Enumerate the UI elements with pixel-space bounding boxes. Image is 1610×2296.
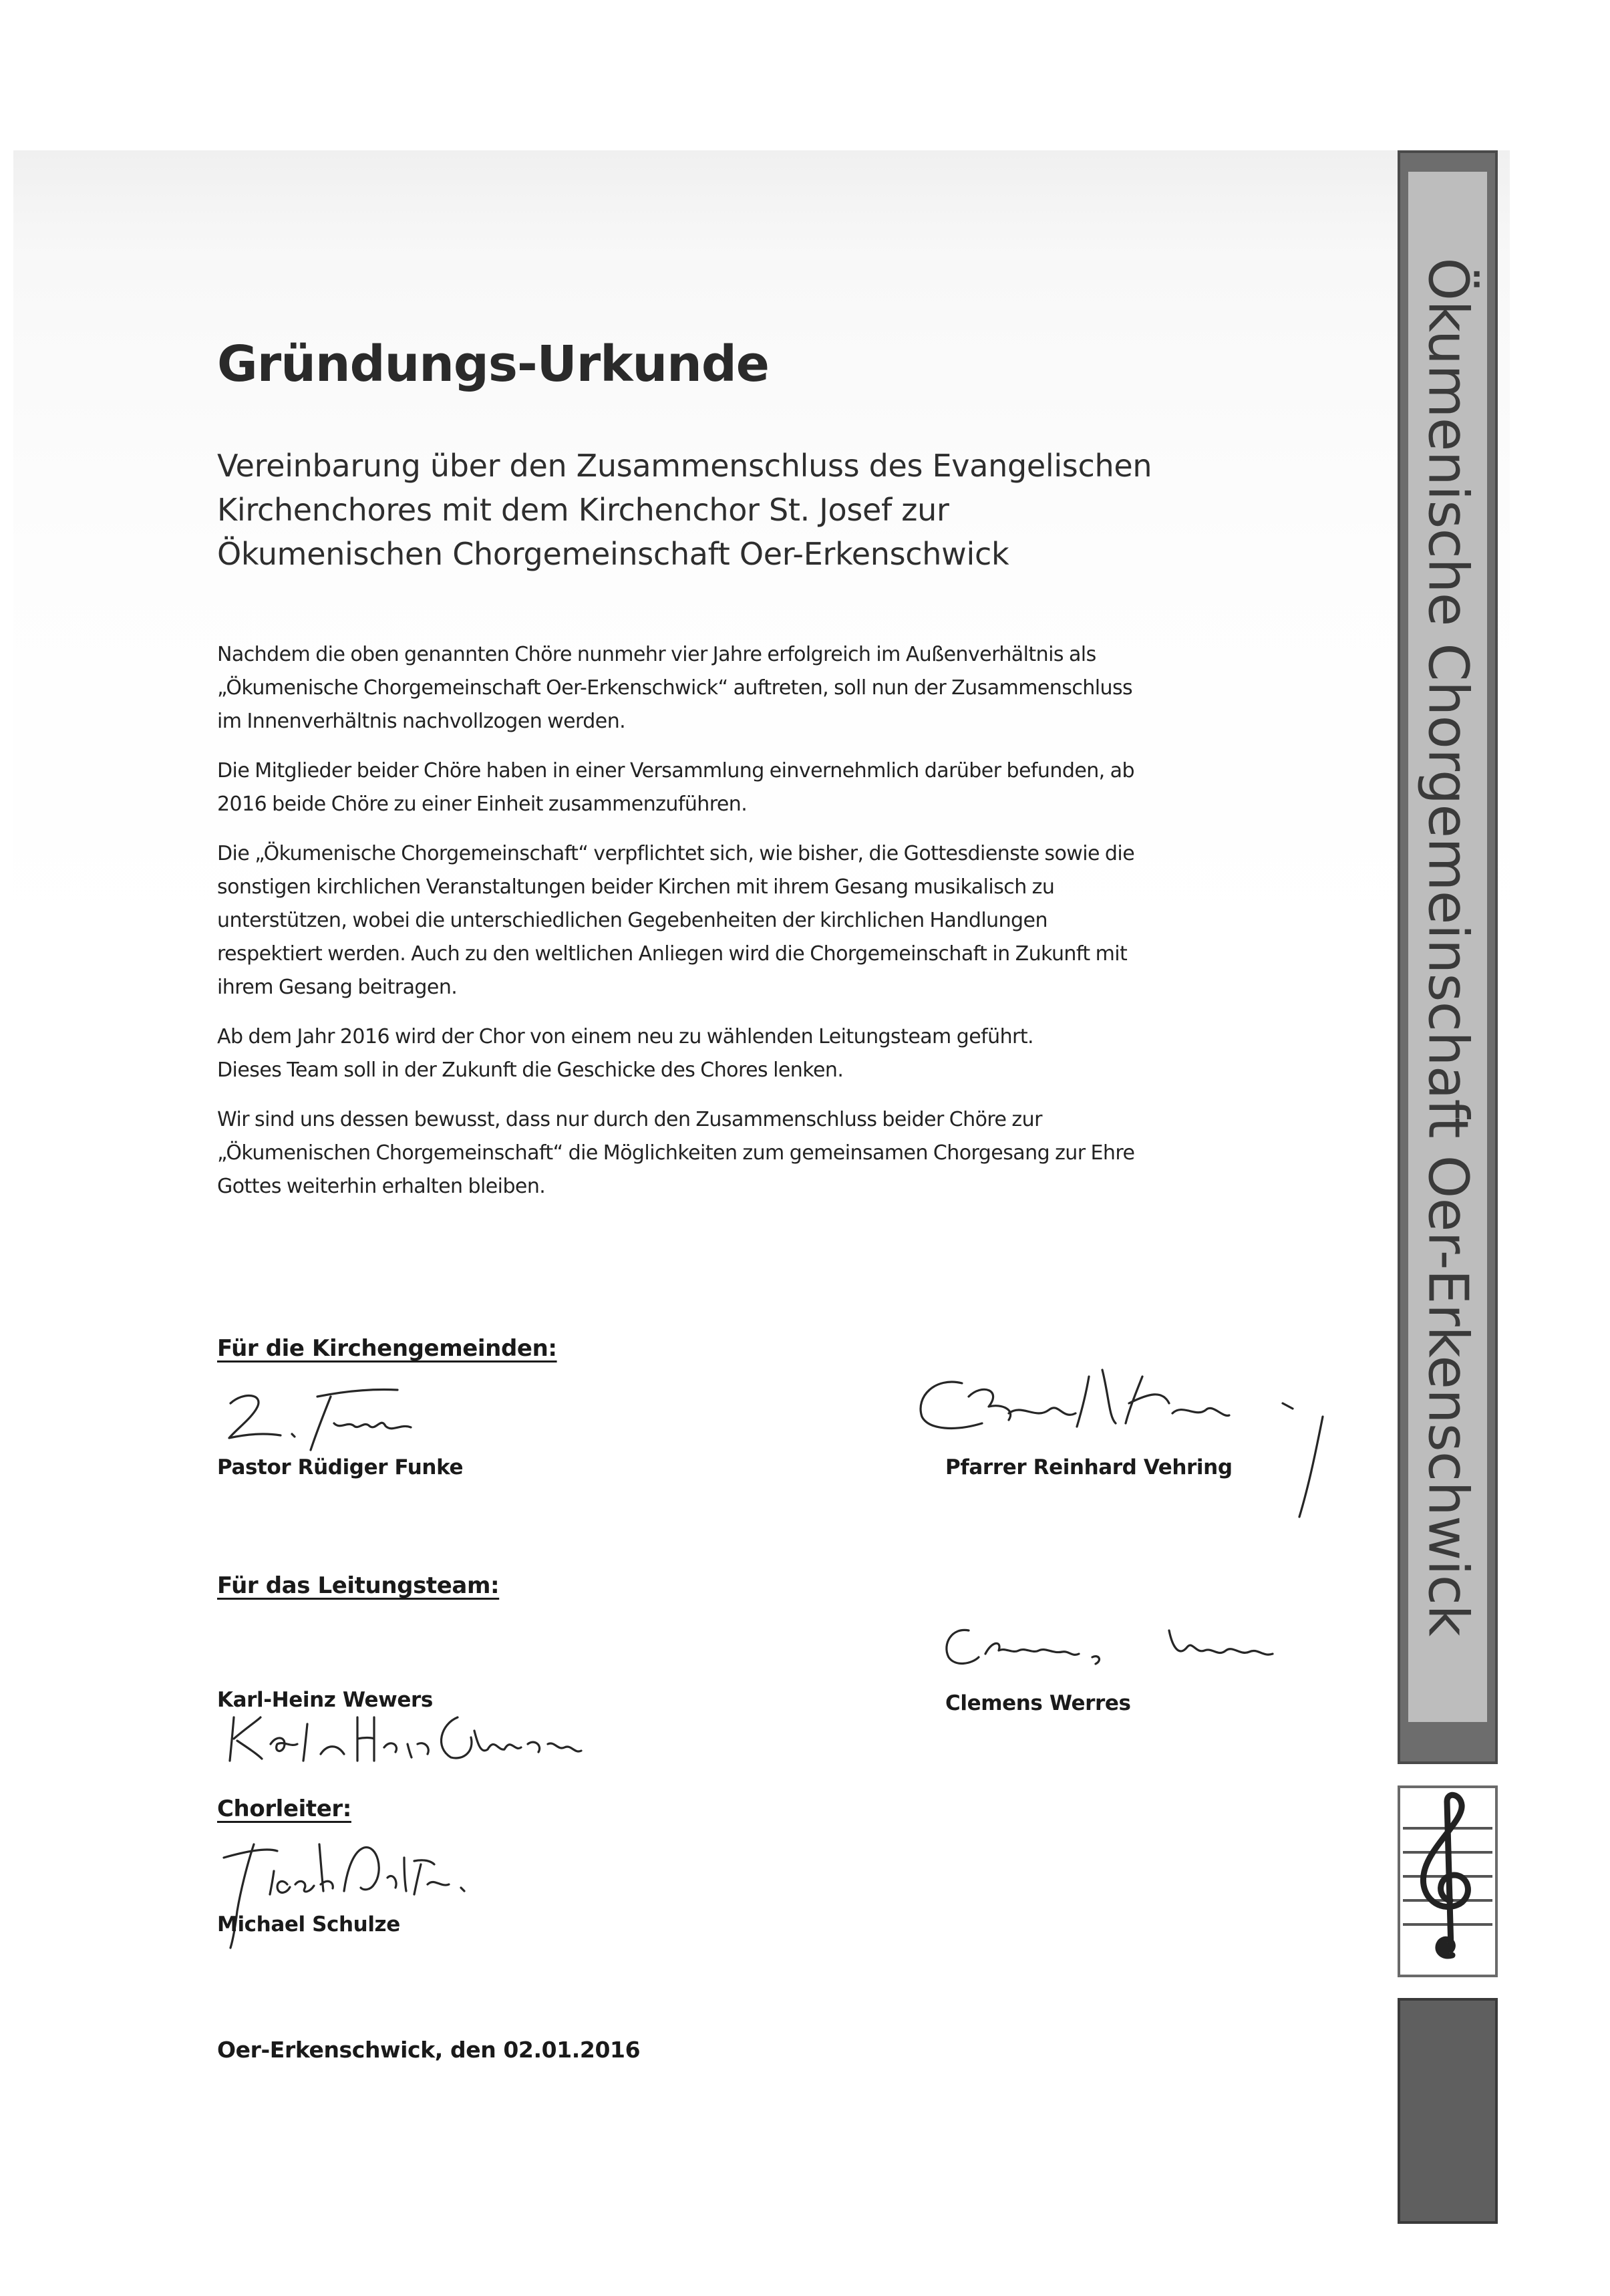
organization-name-vertical: Ökumenische Chorgemeinschaft Oer-Erkenschwick	[1416, 257, 1480, 1636]
body-line: ihrem Gesang beitragen.	[217, 976, 458, 999]
body-paragraph	[217, 638, 1273, 738]
signature-wewers	[220, 1697, 635, 1771]
signer-name: Karl-Heinz Wewers	[217, 1688, 433, 1712]
place-date: Oer-Erkenschwick, den 02.01.2016	[217, 2037, 641, 2063]
subtitle-line: Kirchenchores mit dem Kirchenchor St. Josef zur	[217, 492, 949, 528]
subtitle-line: Vereinbarung über den Zusammenschluss des Evangelischen	[217, 448, 1152, 484]
body-paragraph	[217, 754, 1273, 821]
body-line: unterstützen, wobei die unterschiedlichen Gegebenheiten der kirchlichen Handlungen	[217, 909, 1048, 932]
body-line: Die „Ökumenische Chorgemeinschaft“ verpflichtet sich, wie bisher, die Gottesdienste sowie die	[217, 842, 1135, 865]
emblem-box	[1398, 1785, 1498, 1977]
body-line: 2016 beide Chöre zu einer Einheit zusammenzuführen.	[217, 793, 748, 816]
body-paragraph	[217, 837, 1273, 1004]
section-heading-chorleiter: Chorleiter:	[217, 1796, 351, 1822]
section-heading-leitungsteam: Für das Leitungsteam:	[217, 1572, 500, 1599]
body-line: Gottes weiterhin erhalten bleiben.	[217, 1175, 546, 1198]
body-line: „Ökumenische Chorgemeinschaft Oer-Erkenschwick“ auftreten, soll nun der Zusammenschluss	[217, 676, 1133, 700]
sidebar-banner	[1398, 150, 1498, 1764]
sidebar-banner-inner	[1408, 172, 1487, 1722]
signer-name: Clemens Werres	[945, 1691, 1131, 1715]
body-line: Dieses Team soll in der Zukunft die Geschicke des Chores lenken.	[217, 1058, 844, 1082]
body-line: „Ökumenischen Chorgemeinschaft“ die Möglichkeiten zum gemeinsamen Chorgesang zur Ehre	[217, 1141, 1135, 1165]
document-title: Gründungs-Urkunde	[217, 335, 769, 393]
signature-werres	[939, 1617, 1313, 1684]
body-line: im Innenverhältnis nachvollzogen werden.	[217, 710, 626, 733]
body-line: respektiert werden. Auch zu den weltlichen Anliegen wird die Chorgemeinschaft in Zukunft mit	[217, 942, 1128, 966]
subtitle-line: Ökumenischen Chorgemeinschaft Oer-Erkenschwick	[217, 536, 1009, 572]
signer-name: Michael Schulze	[217, 1912, 400, 1936]
body-paragraph	[217, 1020, 1273, 1087]
document-subtitle	[217, 444, 1286, 576]
body-line: Wir sind uns dessen bewusst, dass nur durch den Zusammenschluss beider Chöre zur	[217, 1108, 1042, 1131]
document-body	[217, 638, 1273, 1219]
section-heading-kirchengemeinden: Für die Kirchengemeinden:	[217, 1335, 557, 1362]
sidebar-banner-bottom	[1398, 1998, 1498, 2224]
body-line: Nachdem die oben genannten Chöre nunmehr vier Jahre erfolgreich im Außenverhältnis als	[217, 643, 1096, 666]
body-paragraph	[217, 1103, 1273, 1203]
signer-name: Pastor Rüdiger Funke	[217, 1455, 464, 1479]
signer-name: Pfarrer Reinhard Vehring	[945, 1455, 1233, 1479]
signature-funke	[217, 1377, 458, 1457]
treble-clef-icon	[1400, 1788, 1495, 1975]
body-line: Ab dem Jahr 2016 wird der Chor von einem neu zu wählenden Leitungsteam geführt.	[217, 1025, 1034, 1048]
body-line: sonstigen kirchlichen Veranstaltungen beider Kirchen mit ihrem Gesang musikalisch zu	[217, 875, 1055, 899]
signature-vehring	[909, 1356, 1363, 1530]
body-line: Die Mitglieder beider Chöre haben in einer Versammlung einvernehmlich darüber befunden, ab	[217, 759, 1134, 782]
